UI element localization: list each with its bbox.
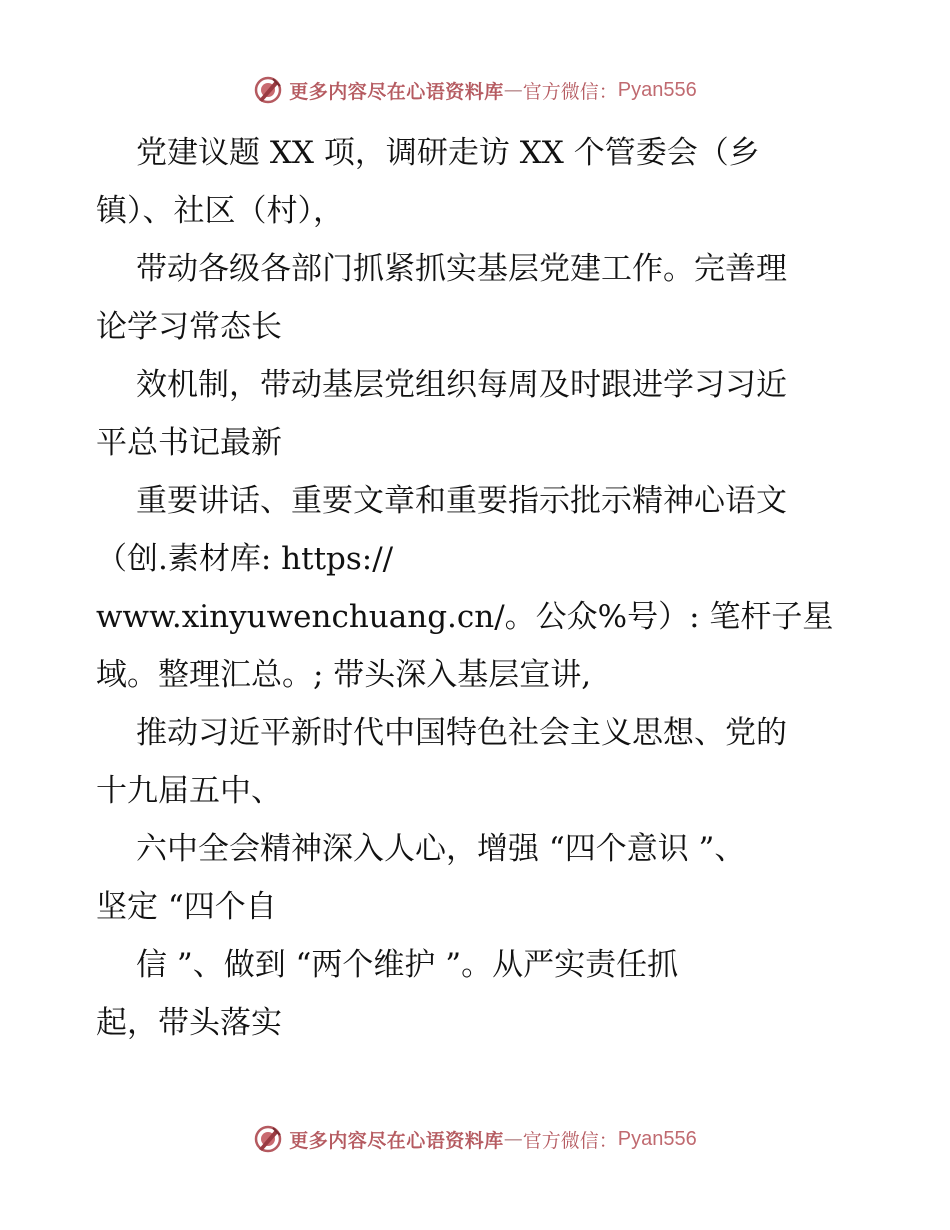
body-line xyxy=(96,182,896,240)
body-line xyxy=(96,356,896,414)
body-line xyxy=(96,936,896,994)
body-line xyxy=(96,878,896,936)
body-line-text: www.xinyuwenchuang.cn/。公众%号）: 笔杆子星 xyxy=(96,599,834,635)
body-line xyxy=(96,994,896,1052)
footer-watermark-banner xyxy=(0,1119,950,1159)
body-line xyxy=(96,646,896,704)
header-separator: — xyxy=(503,79,523,101)
body-line xyxy=(96,124,896,182)
body-line-text: 平总书记最新 xyxy=(96,425,282,461)
body-line-text: 坚定 “四个自 xyxy=(96,889,277,925)
body-line-text: 论学习常态长 xyxy=(96,309,282,345)
body-line-text: 域。整理汇总。; 带头深入基层宣讲, xyxy=(96,657,592,693)
body-line-text: 十九届五中、 xyxy=(96,773,282,809)
body-line-text: 效机制，带动基层党组织每周及时跟进学习习近 xyxy=(136,367,787,403)
body-line xyxy=(96,530,896,588)
body-line xyxy=(96,820,896,878)
footer-separator: — xyxy=(503,1128,523,1150)
body-line-text: 六中全会精神深入人心，增强 “四个意识 ”、 xyxy=(136,831,746,867)
body-line-text: 党建议题 XX 项，调研走访 XX 个管委会（乡 xyxy=(136,135,760,171)
body-line xyxy=(96,414,896,472)
quill-seal-logo-icon xyxy=(253,75,283,105)
body-line-text: 信 ”、做到 “两个维护 ”。从严实责任抓 xyxy=(136,947,679,983)
footer-account-id: Pyan556 xyxy=(617,1127,697,1150)
header-promo-text: 更多内容尽在心语资料库 xyxy=(289,80,504,103)
body-line xyxy=(96,298,896,356)
body-line-text: 起，带头落实 xyxy=(96,1005,282,1041)
body-line-text: （创.素材库: https:// xyxy=(96,541,394,577)
header-contact-label: 官方微信： xyxy=(522,80,618,103)
body-line-text: 推动习近平新时代中国特色社会主义思想、党的 xyxy=(136,715,787,751)
body-line-text: 带动各级各部门抓紧抓实基层党建工作。完善理 xyxy=(136,251,787,287)
body-line xyxy=(96,472,896,530)
body-line xyxy=(96,240,896,298)
body-line-text: 重要讲话、重要文章和重要指示批示精神心语文 xyxy=(136,483,787,519)
body-line-text: 镇）、社区（村）， xyxy=(96,193,344,229)
header-watermark-banner xyxy=(0,70,950,110)
document-body xyxy=(96,124,896,1052)
body-line xyxy=(96,588,896,646)
body-line xyxy=(96,762,896,820)
footer-contact-label: 官方微信： xyxy=(522,1129,618,1152)
header-account-id: Pyan556 xyxy=(617,78,697,101)
body-line xyxy=(96,704,896,762)
quill-seal-logo-icon xyxy=(253,1124,283,1154)
footer-promo-text: 更多内容尽在心语资料库 xyxy=(289,1129,504,1152)
